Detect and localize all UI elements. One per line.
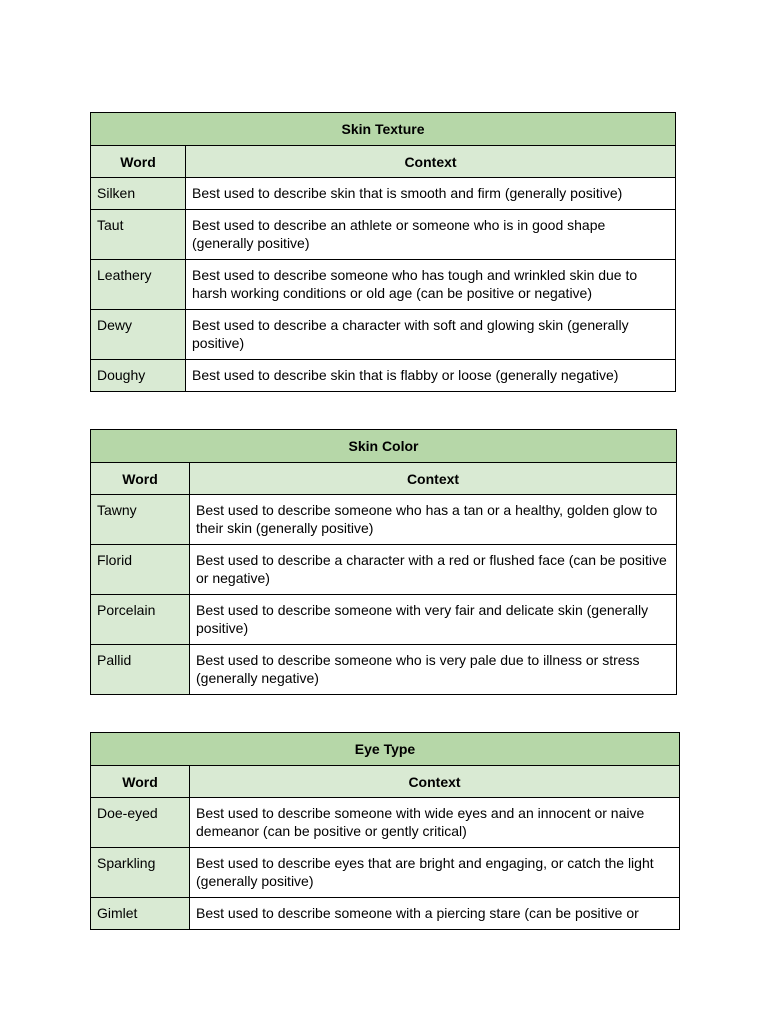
- context-cell: Best used to describe someone who has tough and wrinkled skin due to harsh working conditions or old age (can be positive or negative): [186, 260, 676, 310]
- skin-color-table: [90, 429, 677, 695]
- table-row: [91, 495, 677, 545]
- word-cell: Sparkling: [91, 848, 190, 898]
- table-row: [91, 798, 680, 848]
- column-header-context: Context: [186, 146, 676, 178]
- word-cell: Dewy: [91, 310, 186, 360]
- context-cell: Best used to describe someone who is very pale due to illness or stress (generally negative): [190, 645, 677, 695]
- table-row: [91, 898, 680, 930]
- table-row: [91, 545, 677, 595]
- table-row: [91, 260, 676, 310]
- skin-texture-table: [90, 112, 676, 392]
- word-cell: Doe-eyed: [91, 798, 190, 848]
- word-cell: Doughy: [91, 360, 186, 392]
- table-row: [91, 210, 676, 260]
- context-cell: Best used to describe a character with soft and glowing skin (generally positive): [186, 310, 676, 360]
- column-header-context: Context: [190, 463, 677, 495]
- column-header-word: Word: [91, 463, 190, 495]
- eye-type-table: [90, 732, 680, 930]
- table-row: [91, 645, 677, 695]
- column-header-word: Word: [91, 766, 190, 798]
- word-cell: Porcelain: [91, 595, 190, 645]
- table-title: Eye Type: [91, 733, 680, 766]
- word-cell: Tawny: [91, 495, 190, 545]
- context-cell: Best used to describe a character with a red or flushed face (can be positive or negative): [190, 545, 677, 595]
- word-cell: Leathery: [91, 260, 186, 310]
- context-cell: Best used to describe someone with very fair and delicate skin (generally positive): [190, 595, 677, 645]
- column-header-context: Context: [190, 766, 680, 798]
- context-cell: Best used to describe an athlete or someone who is in good shape (generally positive): [186, 210, 676, 260]
- context-cell: Best used to describe someone who has a tan or a healthy, golden glow to their skin (generally positive): [190, 495, 677, 545]
- context-cell: Best used to describe eyes that are bright and engaging, or catch the light (generally positive): [190, 848, 680, 898]
- word-cell: Taut: [91, 210, 186, 260]
- context-cell: Best used to describe skin that is flabby or loose (generally negative): [186, 360, 676, 392]
- table-row: [91, 360, 676, 392]
- context-cell: Best used to describe skin that is smooth and firm (generally positive): [186, 178, 676, 210]
- word-cell: Pallid: [91, 645, 190, 695]
- word-cell: Gimlet: [91, 898, 190, 930]
- table-row: [91, 310, 676, 360]
- context-cell: Best used to describe someone with a piercing stare (can be positive or: [190, 898, 680, 930]
- context-cell: Best used to describe someone with wide eyes and an innocent or naive demeanor (can be positive or gently critical): [190, 798, 680, 848]
- table-title: Skin Texture: [91, 113, 676, 146]
- table-title: Skin Color: [91, 430, 677, 463]
- table-row: [91, 178, 676, 210]
- word-cell: Silken: [91, 178, 186, 210]
- table-row: [91, 848, 680, 898]
- table-row: [91, 595, 677, 645]
- word-cell: Florid: [91, 545, 190, 595]
- column-header-word: Word: [91, 146, 186, 178]
